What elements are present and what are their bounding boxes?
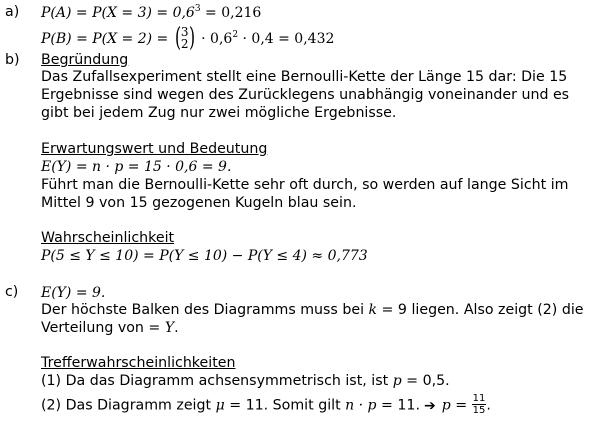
- paragraph-line: Führt man die Bernoulli-Kette sehr oft durch, so werden auf lange Sicht im: [41, 177, 569, 193]
- part-b-label: b): [5, 52, 20, 68]
- probability-formula: P(5 ≤ Y ≤ 10) = P(Y ≤ 10) − P(Y ≤ 4) ≈ 0,773: [41, 248, 368, 264]
- heading-erwartungswert: Erwartungswert und Bedeutung: [41, 141, 268, 157]
- heading-begruendung: Begründung: [41, 52, 129, 68]
- paragraph-line: gibt bei jedem Zug nur zwei mögliche Ergebnisse.: [41, 105, 397, 121]
- text: =: [450, 397, 472, 414]
- text: = 0,5.: [401, 373, 450, 389]
- text: Verteilung von =: [41, 320, 165, 336]
- var-k: k: [368, 302, 378, 318]
- text: = 11. Somit gilt: [224, 397, 346, 414]
- text: .: [486, 397, 491, 414]
- paragraph-line: Mittel 9 von 15 gezogenen Kugeln blau sein.: [41, 195, 357, 211]
- var-p: p: [392, 373, 402, 389]
- text: .: [174, 320, 179, 336]
- var-y: Y: [164, 320, 175, 336]
- paragraph-line: Das Zufallsexperiment stellt eine Bernoulli-Kette der Länge 15 dar: Die 15: [41, 69, 568, 85]
- part-a-formula-2: [41, 23, 335, 53]
- formula-lhs: P(A) = P(X = 3) = 0,6: [41, 5, 195, 21]
- binomial-coefficient: ( 3 2 ): [174, 23, 195, 53]
- fraction: [472, 393, 487, 416]
- var-mu: μ: [215, 397, 225, 414]
- paragraph-line: Ergebnisse sind wegen des Zurücklegens unabhängig voneinander und es: [41, 87, 570, 103]
- paragraph-line: [41, 319, 179, 338]
- item-2: [41, 394, 491, 417]
- fraction-numerator: 11: [472, 393, 486, 404]
- formula-rhs: · 0,4 = 0,432: [238, 31, 335, 47]
- text: = 11.: [376, 397, 420, 414]
- formula-lhs: P(B) = P(X = 2) =: [41, 31, 173, 47]
- expectation-formula: E(Y) = n · p = 15 · 0,6 = 9.: [41, 159, 232, 175]
- var-p: p: [441, 397, 451, 414]
- item-1: [41, 372, 450, 391]
- paragraph-line: [41, 301, 584, 320]
- heading-wahrscheinlichkeit: Wahrscheinlichkeit: [41, 230, 175, 246]
- arrow-right-icon: ➔: [423, 397, 436, 414]
- formula-rhs: = 0,216: [200, 5, 262, 21]
- text: (1) Da das Diagramm achsensymmetrisch ist, ist: [41, 373, 393, 389]
- part-c-label: c): [5, 284, 19, 300]
- heading-trefferwahrscheinlichkeiten: Trefferwahrscheinlichkeiten: [41, 355, 236, 371]
- text: Der höchste Balken des Diagramms muss bei: [41, 302, 369, 318]
- var-np: n · p: [345, 397, 377, 414]
- exponent: 2: [232, 30, 239, 40]
- expectation-formula-c: E(Y) = 9.: [41, 285, 106, 301]
- text: (2) Das Diagramm zeigt: [41, 397, 216, 414]
- binom-bottom: 2: [180, 37, 189, 51]
- part-a-formula-1: [41, 4, 261, 23]
- fraction-denominator: 15: [472, 405, 486, 416]
- exponent: 3: [194, 4, 201, 14]
- formula-mid: · 0,6: [196, 31, 233, 47]
- part-a-label: a): [5, 4, 20, 20]
- binom-top: 3: [180, 25, 189, 39]
- text: = 9 liegen. Also zeigt (2) die: [377, 302, 584, 318]
